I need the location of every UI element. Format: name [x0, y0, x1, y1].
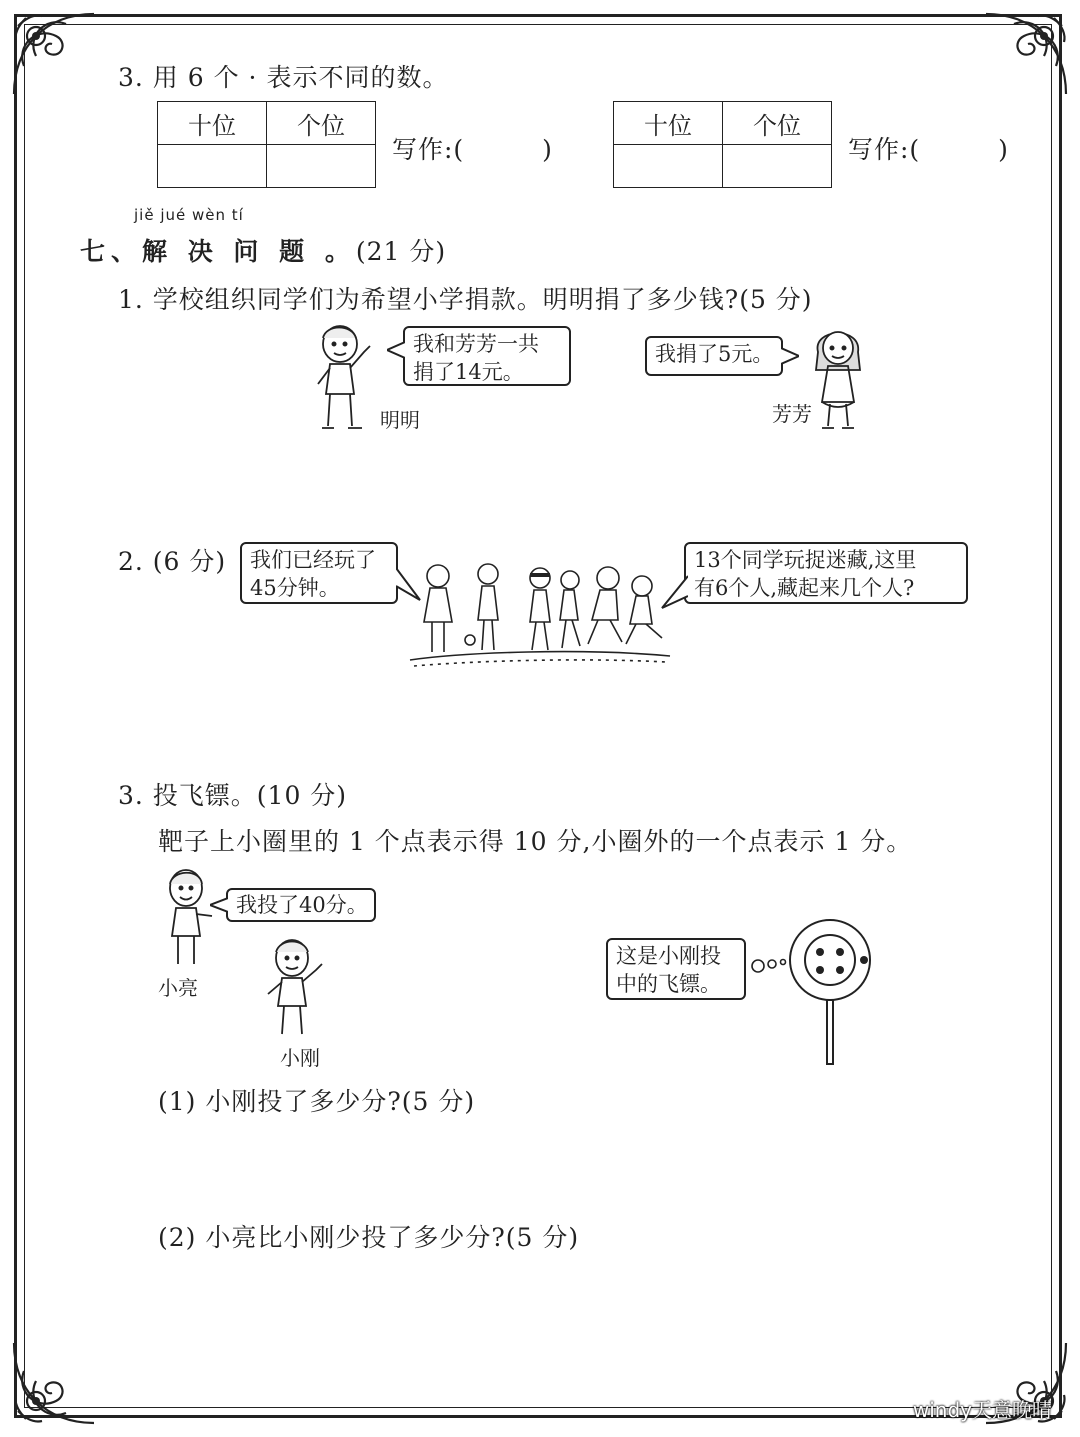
subquestion-1: (1) 小刚投了多少分?(5 分)	[158, 1087, 476, 1116]
fangfang-speech-bubble	[645, 336, 783, 376]
answer-cell-tens[interactable]	[158, 145, 267, 188]
xiaoliang-speech-bubble	[226, 888, 376, 922]
dartboard-icon	[788, 916, 872, 1068]
boy-icon	[158, 866, 220, 970]
answer-cell-tens[interactable]	[614, 145, 723, 188]
write-answer-label[interactable]: 写作:( )	[392, 135, 553, 164]
ornament-corner-icon	[6, 6, 102, 102]
bubble-line: 捐了14元。	[413, 360, 524, 384]
question-3-title: 3. 用 6 个 · 表示不同的数。	[118, 63, 449, 92]
bubble-line: 我捐了5元。	[655, 342, 774, 366]
bubble-line: 这是小刚投	[616, 944, 721, 968]
answer-cell-ones[interactable]	[267, 145, 376, 188]
thought-dots-icon	[748, 952, 790, 976]
bubble-line: 我和芳芳一共	[413, 332, 539, 356]
bubble-line: 中的飞镖。	[616, 972, 721, 996]
mingming-speech-bubble	[403, 326, 571, 386]
subquestion-2: (2) 小亮比小刚少投了多少分?(5 分)	[158, 1223, 580, 1252]
write-answer-label[interactable]: 写作:( )	[848, 135, 1009, 164]
place-value-table-1	[157, 101, 376, 188]
bubble-tail	[387, 340, 405, 360]
section-score: (21 分)	[355, 237, 447, 266]
place-value-table-2	[613, 101, 832, 188]
boy-icon	[310, 322, 382, 434]
section-heading	[80, 232, 446, 268]
bubble-line: 我投了40分。	[236, 893, 368, 917]
section-pinyin: jiě jué wèn tí	[134, 206, 244, 224]
xiaoliang-name: 小亮	[158, 976, 198, 1000]
header-tens: 十位	[614, 102, 723, 145]
bubble-line: 有6个人,藏起来几个人?	[694, 576, 915, 600]
mingming-name: 明明	[380, 408, 420, 432]
header-tens: 十位	[158, 102, 267, 145]
ornament-corner-icon	[978, 6, 1074, 102]
answer-cell-ones[interactable]	[723, 145, 832, 188]
problem-1-question: 1. 学校组织同学们为希望小学捐款。明明捐了多少钱?(5 分)	[118, 285, 813, 314]
kids-group-icon	[404, 556, 676, 668]
problem-3-title: 3. 投飞镖。(10 分)	[118, 781, 348, 810]
bubble-line: 13个同学玩捉迷藏,这里	[694, 548, 917, 572]
section-heading-text: 七、解 决 问 题 。	[80, 237, 356, 266]
bubble-tail	[781, 346, 799, 366]
bubble-tail	[210, 896, 228, 914]
xiaogang-name: 小刚	[280, 1046, 320, 1070]
header-ones: 个位	[723, 102, 832, 145]
bubble-tail	[660, 574, 688, 610]
kids-speech-bubble-right	[684, 542, 968, 604]
target-thought-bubble	[606, 938, 746, 1000]
boy-icon	[264, 936, 330, 1042]
fangfang-name: 芳芳	[772, 402, 812, 426]
problem-3-description: 靶子上小圈里的 1 个点表示得 10 分,小圈外的一个点表示 1 分。	[158, 827, 913, 856]
kids-speech-bubble-left	[240, 542, 398, 604]
watermark: windy天意晚晴	[912, 1398, 1052, 1422]
header-ones: 个位	[267, 102, 376, 145]
ornament-corner-icon	[6, 1335, 102, 1431]
girl-icon	[806, 322, 872, 434]
problem-2-label: 2. (6 分)	[118, 547, 227, 576]
bubble-line: 我们已经玩了	[250, 548, 376, 572]
bubble-line: 45分钟。	[250, 576, 340, 600]
